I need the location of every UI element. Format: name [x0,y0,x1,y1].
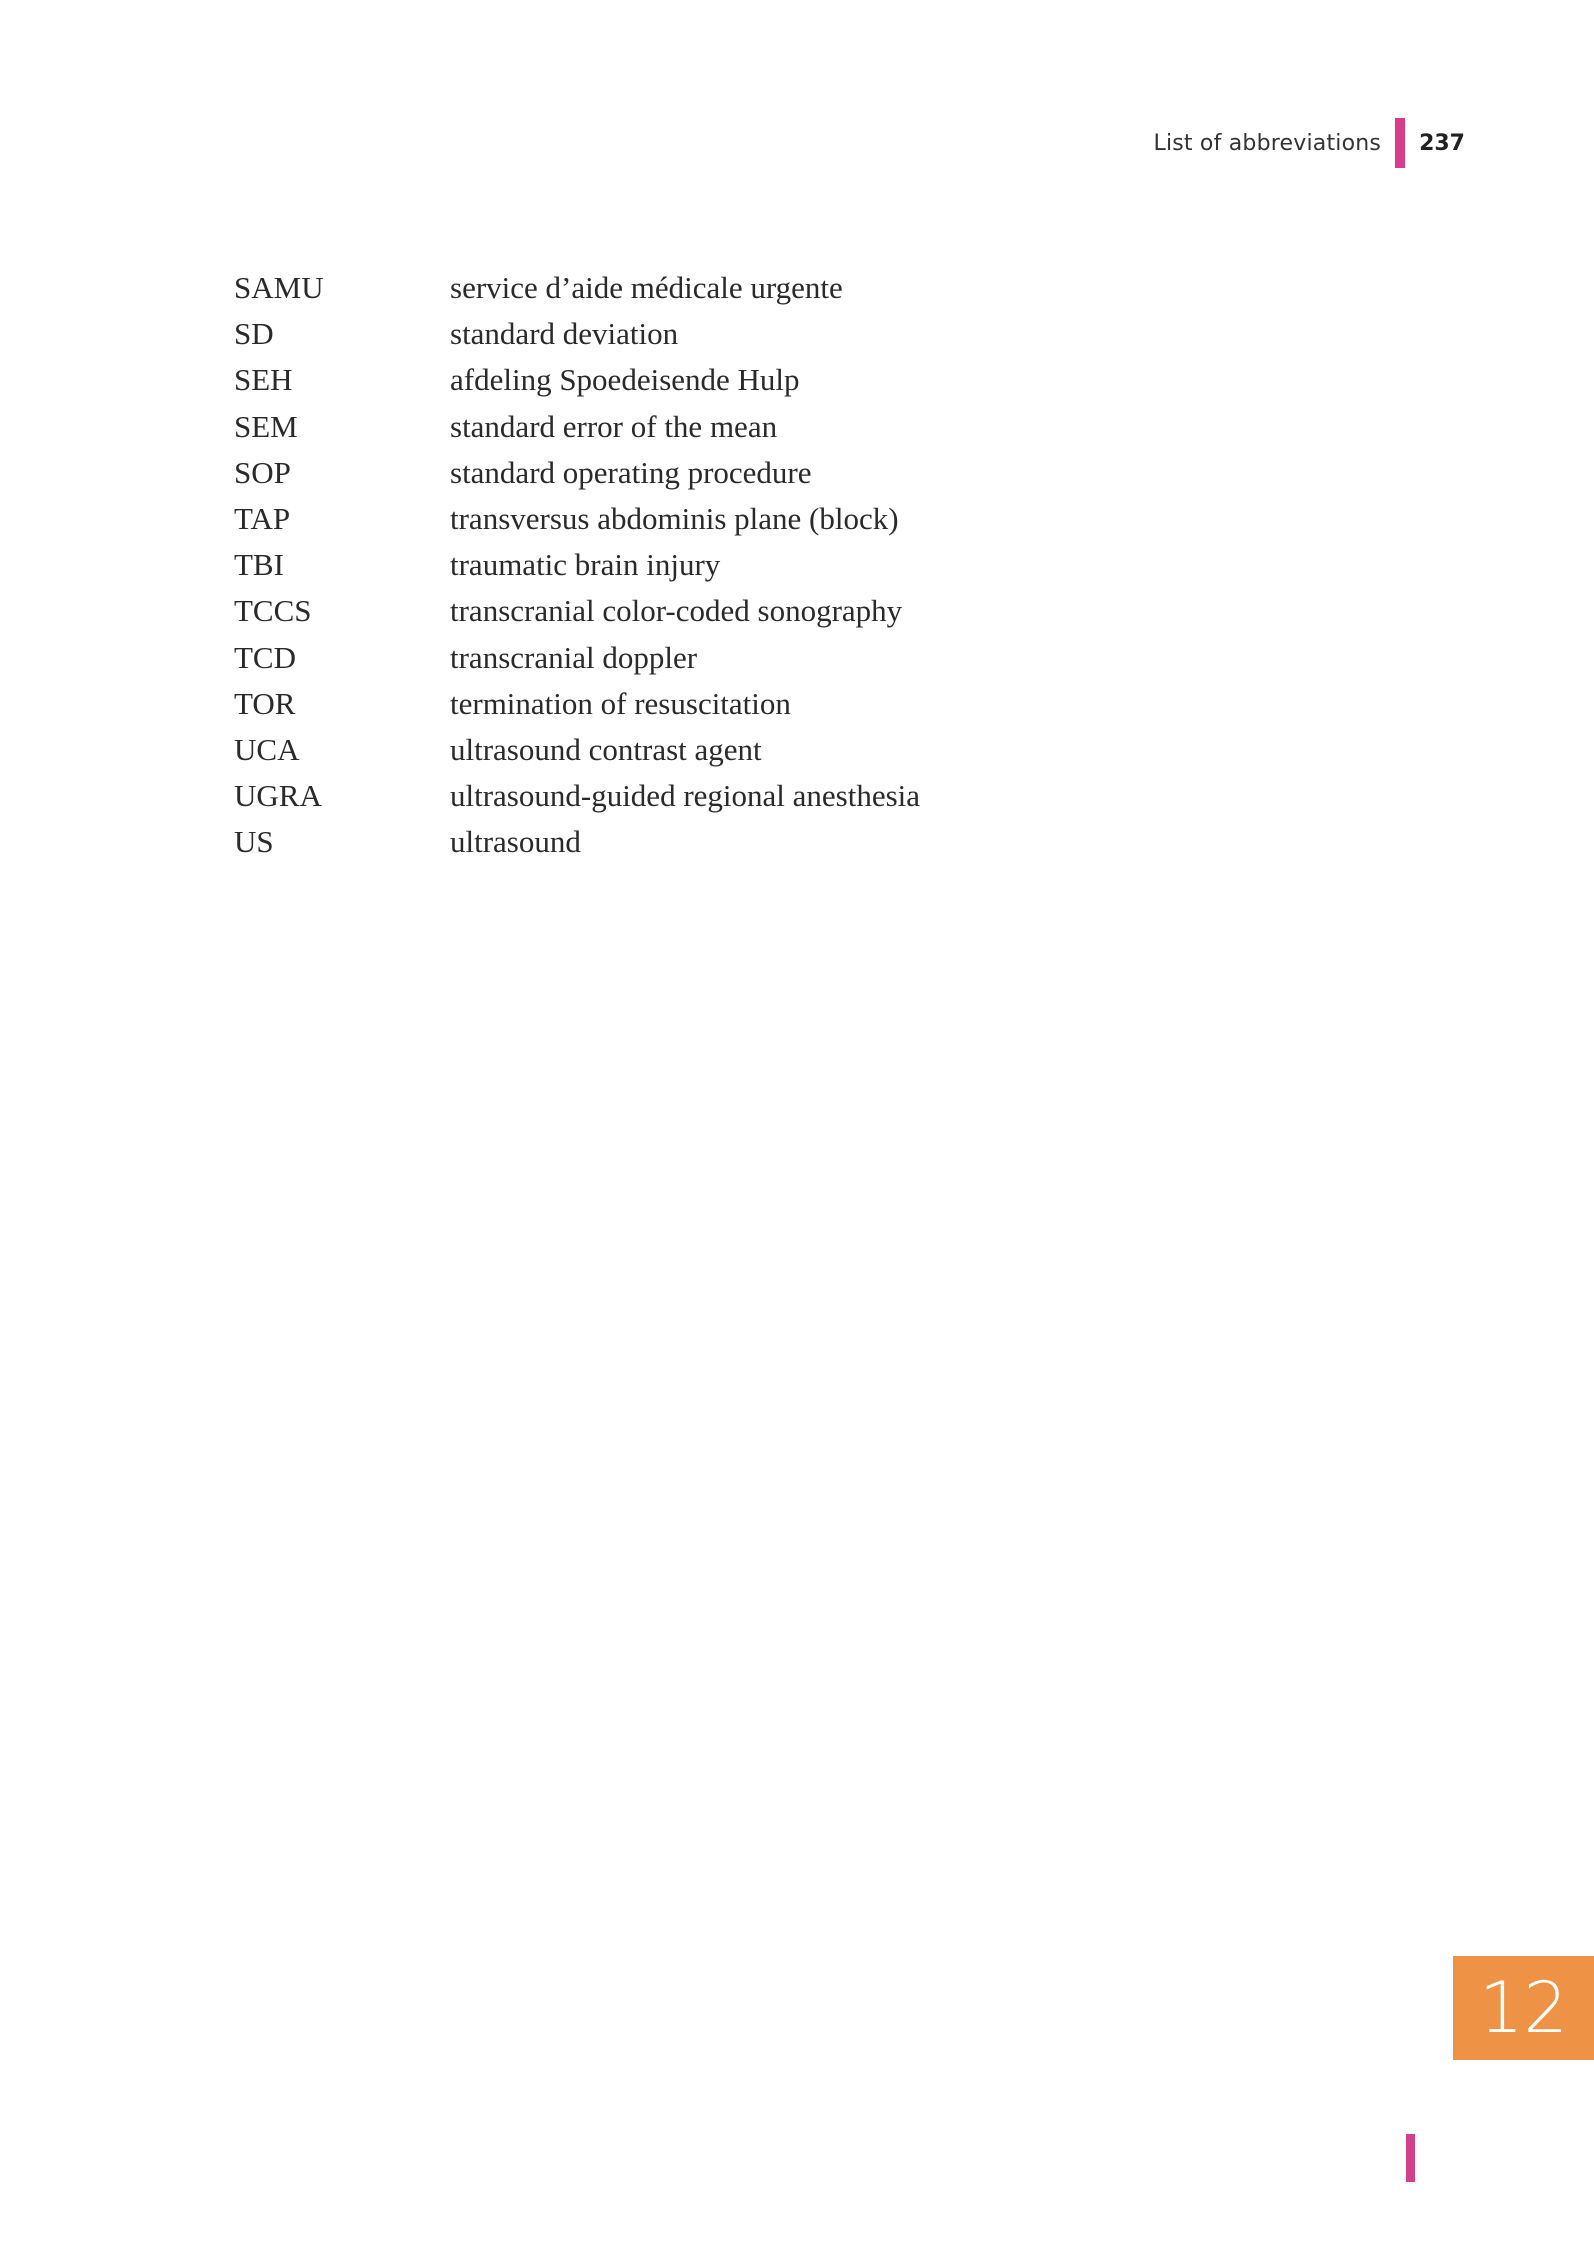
abbreviation-term: TOR [234,685,296,721]
list-item [234,588,920,634]
abbreviation-term: US [234,824,274,860]
list-item [234,450,920,496]
list-item [234,635,920,681]
chapter-tab [1453,1956,1594,2060]
running-header [1153,118,1465,168]
abbreviation-definition: termination of resuscitation [450,685,791,721]
abbreviation-definition: standard operating procedure [450,454,812,490]
abbreviation-term: TAP [234,501,291,537]
abbreviation-term: SD [234,316,274,352]
section-title: List of abbreviations [1153,130,1382,156]
list-item [234,404,920,450]
abbreviation-term: TBI [234,547,284,583]
abbreviation-term: SOP [234,454,291,490]
abbreviation-definition: service d’aide médicale urgente [450,270,843,306]
abbreviation-term: SAMU [234,270,324,306]
abbreviation-definition: traumatic brain injury [450,547,721,583]
abbreviation-term: SEM [234,408,298,444]
header-accent-bar [1395,118,1405,168]
list-item [234,727,920,773]
list-item [234,819,920,865]
footer-accent-bar [1406,2134,1415,2182]
abbreviation-list [234,265,920,865]
abbreviation-term: UCA [234,731,300,767]
chapter-number: 12 [1478,1967,1569,2049]
abbreviation-definition: ultrasound contrast agent [450,731,762,767]
list-item [234,681,920,727]
abbreviation-term: TCCS [234,593,312,629]
list-item [234,542,920,588]
abbreviation-definition: ultrasound [450,824,581,860]
list-item [234,496,920,542]
abbreviation-definition: transcranial color-coded sonography [450,593,903,629]
abbreviation-definition: afdeling Spoedeisende Hulp [450,362,800,398]
abbreviation-definition: ultrasound-guided regional anesthesia [450,778,921,814]
list-item [234,773,920,819]
abbreviation-definition: transcranial doppler [450,639,698,675]
page-number: 237 [1419,130,1465,156]
abbreviation-term: UGRA [234,778,322,814]
list-item [234,311,920,357]
abbreviation-definition: transversus abdominis plane (block) [450,501,899,537]
abbreviation-term: TCD [234,639,296,675]
list-item [234,357,920,403]
list-item [234,265,920,311]
abbreviation-definition: standard error of the mean [450,408,778,444]
abbreviation-definition: standard deviation [450,316,679,352]
abbreviation-term: SEH [234,362,293,398]
